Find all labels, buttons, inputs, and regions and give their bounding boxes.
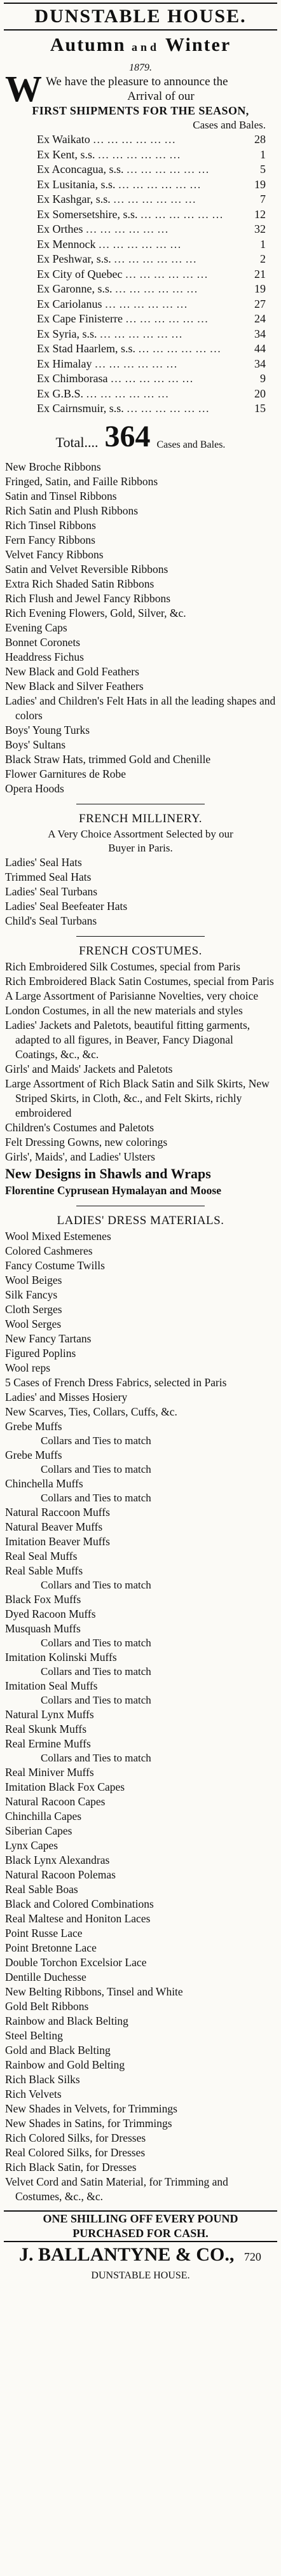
shipment-count: 7	[260, 193, 266, 205]
match-note: Collars and Ties to match	[41, 1751, 151, 1764]
leader-dots: … … … … … …	[98, 237, 181, 251]
shipment-name: Ex Kent, s.s.	[37, 148, 95, 161]
dress-item: Rainbow and Gold Belting	[5, 2058, 125, 2071]
shipment-count: 34	[254, 357, 266, 370]
leader-dots: … … … … … …	[126, 402, 210, 415]
shipment-count: 19	[254, 177, 266, 191]
dress-item: New Scarves, Ties, Collars, Cuffs, &c.	[5, 1405, 177, 1418]
dress-item: Natural Racoon Capes	[5, 1794, 106, 1808]
shilling-line-2: PURCHASED FOR CASH.	[72, 2226, 209, 2240]
ribbon-item: Rich Tinsel Ribbons	[5, 518, 96, 532]
dress-item: Wool reps	[5, 1361, 51, 1374]
costume-item: Large Assortment of Rich Black Satin and Silk Skirts, New Striped Skirts, in Cloth, &c., and Felt Skirts, richly embroidered	[5, 1077, 270, 1119]
ribbon-item: Rich Flush and Jewel Fancy Ribbons	[5, 591, 171, 605]
ribbon-item: Extra Rich Shaded Satin Ribbons	[5, 577, 154, 590]
dress-item: Real Maltese and Honiton Laces	[5, 1911, 151, 1925]
dress-item: Chinchilla Capes	[5, 1809, 82, 1822]
shipment-row	[0, 312, 281, 327]
shipment-row	[0, 177, 281, 193]
shipment-count: 34	[254, 327, 266, 340]
costume-item: Ladies' Jackets and Paletots, beautiful fitting garments, adapted to all figures, in Beaver, Fancy Diagonal Coatings, &c., &c.	[5, 1018, 250, 1061]
autumn-word: Autumn	[50, 34, 126, 55]
dress-item: Real Sable Boas	[5, 1882, 78, 1896]
costume-item: Felt Dressing Gowns, new colorings	[5, 1135, 168, 1148]
dress-item: Chinchella Muffs	[5, 1477, 83, 1490]
dress-item: Imitation Beaver Muffs	[5, 1534, 110, 1548]
ribbon-item: Fern Fancy Ribbons	[5, 533, 95, 546]
dress-item: Double Torchon Excelsior Lace	[5, 1955, 147, 1969]
shipment-count: 15	[254, 402, 266, 415]
shipment-row	[0, 192, 281, 207]
match-note: Collars and Ties to match	[41, 1665, 151, 1677]
shipment-name: Ex Orthes	[37, 223, 83, 235]
shipment-name: Ex G.B.S.	[37, 387, 84, 400]
shilling-line-1: ONE SHILLING OFF EVERY POUND	[43, 2212, 238, 2225]
ribbon-item: Evening Caps	[5, 621, 67, 634]
dress-item: Black Fox Muffs	[5, 1592, 81, 1606]
leader-dots: … … … … … …	[113, 252, 197, 265]
dress-item: Dyed Racoon Muffs	[5, 1607, 96, 1620]
leader-dots: … … … … … …	[137, 342, 221, 355]
match-note: Collars and Ties to match	[41, 1578, 151, 1591]
leader-dots: … … … … … …	[125, 267, 208, 280]
costume-item: A Large Assortment of Parisianne Novelties, very choice	[5, 989, 259, 1002]
dress-item: New Belting Ribbons, Tinsel and White	[5, 1985, 183, 1998]
shipment-count: 44	[254, 342, 266, 355]
shipment-row	[0, 282, 281, 297]
ribbon-item: Headdress Fichus	[5, 650, 84, 663]
shipment-count: 20	[254, 387, 266, 400]
season-year: 1879.	[129, 62, 152, 73]
shipment-name: Ex Mennock	[37, 237, 96, 251]
total-value: 364	[104, 419, 151, 453]
shipment-list	[0, 132, 281, 417]
dress-item: Grebe Muffs	[5, 1448, 62, 1461]
first-shipments-heading: FIRST SHIPMENTS FOR THE SEASON,	[32, 104, 249, 117]
millinery-item: Ladies' Seal Beefeater Hats	[5, 899, 128, 913]
shipment-row	[0, 327, 281, 342]
dress-item: Real Colored Silks, for Dresses	[5, 2146, 146, 2159]
firm-number: 720	[243, 2250, 261, 2263]
leader-dots: … … … … … …	[125, 312, 209, 325]
leader-dots: … … … … … …	[85, 223, 168, 235]
ribbon-item: Black Straw Hats, trimmed Gold and Chenille	[5, 752, 211, 766]
shipment-count: 1	[260, 237, 266, 251]
shipment-name: Ex Cariolanus	[37, 297, 102, 310]
leader-dots: … … … … … …	[110, 372, 193, 385]
ribbon-item: New Black and Silver Feathers	[5, 679, 144, 692]
shipment-name: Ex Garonne, s.s.	[37, 282, 113, 295]
dress-item: Rich Black Silks	[5, 2072, 80, 2086]
shipment-name: Ex Syria, s.s.	[37, 327, 97, 340]
dress-item: Natural Beaver Muffs	[5, 1520, 103, 1533]
dress-item: Dentille Duchesse	[5, 1970, 86, 1983]
shipment-row	[0, 371, 281, 387]
divider	[76, 936, 205, 937]
firm-name-text: J. BALLANTYNE & CO.,	[19, 2243, 235, 2265]
costume-item: London Costumes, in all the new materials and styles	[5, 1003, 243, 1017]
firm-name	[0, 2242, 281, 2269]
dress-item: Rich Velvets	[5, 2087, 62, 2100]
dress-item: Velvet Cord and Satin Material, for Trimming and Costumes, &c., &c.	[5, 2175, 228, 2203]
costume-item: Rich Embroidered Black Satin Costumes, special from Paris	[5, 974, 274, 988]
dress-item: Black Lynx Alexandras	[5, 1853, 110, 1866]
dress-item: Natural Lynx Muffs	[5, 1707, 94, 1721]
shipment-count: 19	[254, 282, 266, 295]
dress-item: Steel Belting	[5, 2028, 63, 2042]
shipment-name: Ex Stad Haarlem, s.s.	[37, 342, 135, 355]
leader-dots: … … … … … …	[113, 193, 196, 205]
cases-bales-label: Cases and Bales.	[193, 119, 266, 131]
millinery-note-2: Buyer in Paris.	[108, 841, 173, 854]
shipment-name: Ex Aconcagua, s.s.	[37, 163, 124, 176]
dress-item: Cloth Serges	[5, 1302, 62, 1316]
dress-item: Rainbow and Black Belting	[5, 2014, 128, 2027]
total-unit: Cases and Bales.	[156, 439, 226, 450]
leader-dots: … … … … … …	[86, 387, 169, 400]
leader-dots: … … … … … …	[99, 327, 182, 340]
dress-item: Real Seal Muffs	[5, 1549, 78, 1562]
dress-item: Black and Colored Combinations	[5, 1897, 154, 1910]
shipment-name: Ex Himalay	[37, 357, 92, 370]
intro-line-2: Arrival of our	[127, 90, 195, 103]
ribbon-item: Rich Evening Flowers, Gold, Silver, &c.	[5, 606, 186, 619]
shipment-row	[0, 341, 281, 357]
ribbon-item: Satin and Tinsel Ribbons	[5, 489, 117, 502]
shipment-name: Ex Chimborasa	[37, 372, 108, 385]
dress-item: Musquash Muffs	[5, 1622, 81, 1635]
millinery-item: Trimmed Seal Hats	[5, 870, 92, 883]
ribbon-item: Opera Hoods	[5, 782, 64, 795]
millinery-item: Ladies' Seal Hats	[5, 855, 82, 869]
dress-item: Imitation Kolinski Muffs	[5, 1650, 117, 1663]
match-note: Collars and Ties to match	[41, 1463, 151, 1475]
dress-item: Point Bretonne Lace	[5, 1941, 97, 1954]
shipment-count: 28	[254, 133, 266, 146]
shipment-row	[0, 267, 281, 282]
dress-item: Siberian Capes	[5, 1824, 72, 1837]
costumes-heading: FRENCH COSTUMES.	[79, 944, 202, 958]
drop-cap: W	[5, 68, 42, 109]
match-note: Collars and Ties to match	[41, 1693, 151, 1706]
shipment-row	[0, 357, 281, 372]
shipment-count: 21	[254, 267, 266, 280]
shipment-count: 9	[260, 372, 266, 385]
dress-item: Real Skunk Muffs	[5, 1722, 87, 1735]
footer-house: DUNSTABLE HOUSE.	[91, 2269, 190, 2281]
costume-item: Girls', Maids', and Ladies' Ulsters	[5, 1150, 155, 1163]
shipment-count: 1	[260, 148, 266, 161]
millinery-heading: FRENCH MILLINERY.	[79, 811, 202, 825]
dress-materials-list	[0, 1229, 281, 2204]
shipment-count: 12	[254, 207, 266, 221]
ribbon-item: Flower Garnitures de Robe	[5, 767, 127, 780]
shipment-count: 5	[260, 163, 266, 176]
shipment-row	[0, 162, 281, 177]
shipment-name: Ex Lusitania, s.s.	[37, 177, 116, 191]
dress-item: Gold and Black Belting	[5, 2043, 111, 2056]
dress-item: Silk Fancys	[5, 1288, 58, 1301]
intro-line-1: We have the pleasure to announce the	[46, 75, 228, 88]
dress-item: Natural Racoon Polemas	[5, 1868, 116, 1881]
dress-item: Wool Mixed Estemenes	[5, 1229, 111, 1243]
ribbon-item: Bonnet Coronets	[5, 635, 81, 649]
shipment-row	[0, 252, 281, 267]
shipment-count: 27	[254, 297, 266, 310]
dress-item: Imitation Seal Muffs	[5, 1679, 98, 1692]
dress-item: New Shades in Satins, for Trimmings	[5, 2116, 172, 2130]
dress-item: New Fancy Tartans	[5, 1332, 92, 1345]
season-heading	[0, 31, 281, 62]
ribbon-item: Ladies' and Children's Felt Hats in all the leading shapes and colors	[5, 694, 276, 722]
leader-dots: … … … … … …	[140, 207, 223, 221]
leader-dots: … … … … … …	[118, 177, 201, 191]
shipment-name: Ex City of Quebec	[37, 267, 123, 280]
dress-item: Rich Black Satin, for Dresses	[5, 2160, 137, 2173]
shipment-row	[0, 401, 281, 417]
dress-item: Point Russe Lace	[5, 1926, 83, 1939]
millinery-note-1: A Very Choice Assortment Selected by our	[48, 827, 233, 840]
dress-item: Imitation Black Fox Capes	[5, 1780, 125, 1793]
match-note: Collars and Ties to match	[41, 1491, 151, 1504]
ribbon-item: New Black and Gold Feathers	[5, 665, 139, 678]
shipment-row	[0, 207, 281, 223]
ribbon-item: Fringed, Satin, and Faille Ribbons	[5, 474, 158, 488]
shipment-name: Ex Peshwar, s.s.	[37, 252, 111, 265]
dress-item: Real Sable Muffs	[5, 1564, 83, 1577]
shipment-name: Ex Cape Finisterre	[37, 312, 123, 325]
dress-item: Real Miniver Muffs	[5, 1765, 94, 1779]
shipment-row	[0, 297, 281, 312]
and-word: and	[132, 41, 160, 53]
leader-dots: … … … … … …	[104, 297, 188, 310]
dress-item: Wool Serges	[5, 1317, 62, 1330]
shawls-line-2: Florentine Cyprusean Hymalayan and Moose	[5, 1183, 221, 1197]
dress-item: Fancy Costume Twills	[5, 1258, 105, 1272]
ad-title: DUNSTABLE HOUSE.	[34, 6, 247, 27]
intro-paragraph	[0, 68, 281, 109]
shipment-count: 24	[254, 312, 266, 325]
ribbon-item: Rich Satin and Plush Ribbons	[5, 504, 139, 517]
shipment-row	[0, 148, 281, 163]
shipment-count: 2	[260, 252, 266, 265]
total-label: Total....	[55, 434, 99, 450]
match-note: Collars and Ties to match	[41, 1434, 151, 1447]
shipment-name: Ex Waikato	[37, 133, 90, 146]
ribbon-item: Velvet Fancy Ribbons	[5, 548, 104, 561]
dress-item: Natural Raccoon Muffs	[5, 1505, 110, 1519]
dress-item: Wool Beiges	[5, 1273, 62, 1286]
millinery-item: Ladies' Seal Turbans	[5, 885, 98, 898]
millinery-item: Child's Seal Turbans	[5, 914, 97, 927]
ribbon-item: Boys' Young Turks	[5, 723, 90, 736]
dress-item: Grebe Muffs	[5, 1419, 62, 1433]
leader-dots: … … … … … …	[94, 357, 177, 370]
winter-word: Winter	[165, 34, 231, 55]
costume-item: Children's Costumes and Paletots	[5, 1120, 154, 1134]
dress-item: Real Ermine Muffs	[5, 1737, 91, 1750]
shipment-row	[0, 237, 281, 252]
shipment-name: Ex Kashgar, s.s.	[37, 193, 111, 205]
shipment-name: Ex Cairnsmuir, s.s.	[37, 402, 124, 415]
ribbon-item: New Broche Ribbons	[5, 460, 101, 473]
costume-item: Rich Embroidered Silk Costumes, special from Paris	[5, 960, 240, 973]
ribbon-list	[0, 460, 281, 796]
dress-item: Figured Poplins	[5, 1346, 76, 1360]
shipment-row	[0, 387, 281, 402]
dress-item: Rich Colored Silks, for Dresses	[5, 2131, 146, 2144]
dress-heading: LADIES' DRESS MATERIALS.	[57, 1213, 224, 1227]
leader-dots: … … … … … …	[97, 148, 181, 161]
dress-item: Gold Belt Ribbons	[5, 1999, 89, 2013]
costumes-list	[0, 960, 281, 1164]
shipment-count: 32	[254, 223, 266, 235]
shipment-row	[0, 132, 281, 148]
shipment-name: Ex Somersetshire, s.s.	[37, 207, 138, 221]
dress-item: Lynx Capes	[5, 1838, 58, 1852]
leader-dots: … … … … … …	[126, 163, 209, 176]
ribbon-item: Boys' Sultans	[5, 738, 66, 751]
leader-dots: … … … … … …	[114, 282, 198, 295]
millinery-list	[0, 855, 281, 928]
ribbon-item: Satin and Velvet Reversible Ribbons	[5, 562, 168, 575]
leader-dots: … … … … … …	[92, 133, 176, 146]
dress-item: Colored Cashmeres	[5, 1244, 93, 1257]
dress-item: Ladies' and Misses Hosiery	[5, 1390, 128, 1403]
shipment-row	[0, 222, 281, 237]
shawls-line: New Designs in Shawls and Wraps	[5, 1165, 211, 1181]
dress-item: New Shades in Velvets, for Trimmings	[5, 2102, 177, 2115]
costume-item: Girls' and Maids' Jackets and Paletots	[5, 1062, 173, 1075]
dress-item: 5 Cases of French Dress Fabrics, selected in Paris	[5, 1375, 227, 1389]
total-row	[0, 417, 281, 460]
match-note: Collars and Ties to match	[41, 1636, 151, 1649]
